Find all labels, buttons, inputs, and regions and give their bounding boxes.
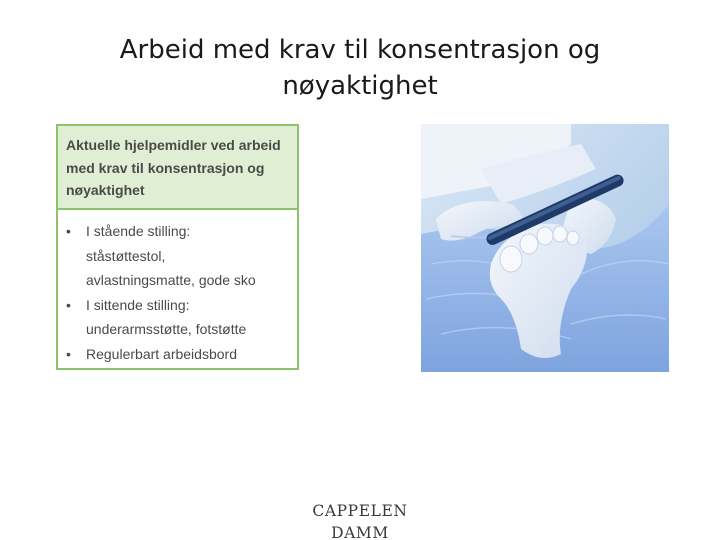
bullet-icon: • bbox=[66, 223, 71, 239]
cappelen-damm-logo bbox=[290, 500, 430, 540]
list-item-text: Regulerbart arbeidsbord bbox=[86, 345, 237, 362]
list-item bbox=[66, 219, 291, 293]
aid-info-box bbox=[56, 124, 299, 370]
slide-title bbox=[60, 32, 660, 104]
info-box-header bbox=[58, 126, 297, 210]
pedicure-illustration bbox=[421, 124, 669, 372]
list-item bbox=[66, 342, 291, 367]
slide-title-line-1: Arbeid med krav til konsentrasjon og bbox=[119, 35, 601, 65]
info-box-heading-line: Aktuelle hjelpemidler ved arbeid bbox=[66, 137, 281, 153]
list-item bbox=[66, 293, 291, 342]
list-item-text: I stående stilling: bbox=[86, 223, 191, 239]
pedicure-photo bbox=[421, 124, 669, 372]
list-item-text: I sittende stilling: bbox=[86, 296, 190, 313]
slide-title-line-2: nøyaktighet bbox=[282, 71, 438, 101]
list-item-text: ståstøttestol, bbox=[86, 247, 166, 264]
info-box-heading-line: med krav til konsentrasjon og bbox=[66, 159, 265, 176]
bullet-icon: • bbox=[66, 345, 71, 362]
list-item-text: underarmsstøtte, fotstøtte bbox=[86, 321, 247, 337]
bullet-icon: • bbox=[66, 296, 71, 313]
aid-list bbox=[58, 210, 297, 366]
info-box-heading-line: nøyaktighet bbox=[66, 182, 145, 198]
list-item-text: avlastningsmatte, gode sko bbox=[86, 272, 256, 288]
logo-text: CAPPELEN DAMM bbox=[312, 502, 408, 540]
